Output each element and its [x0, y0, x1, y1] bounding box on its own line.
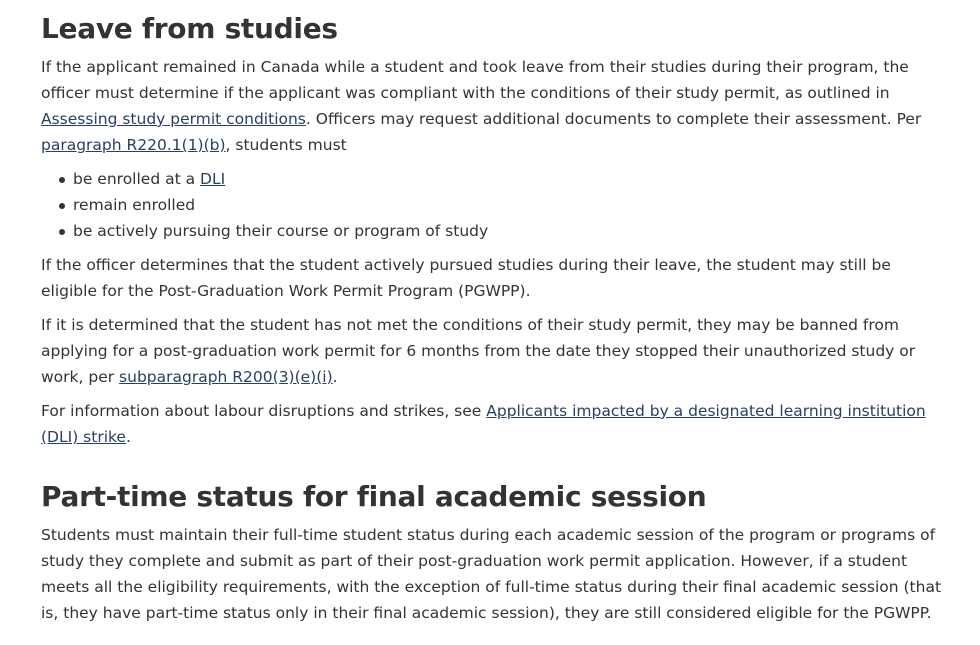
text: . — [332, 368, 338, 386]
text: . Officers may request additional documents to complete their assessment. Per — [305, 110, 922, 128]
subparagraph-r200-link[interactable]: subparagraph R200(3)(e)(i) — [119, 368, 333, 386]
paragraph-pgwpp-eligibility: If the officer determines that the student actively pursued studies during their leave, the student may still be eligible for the Post-Graduation Work Permit Program (PGWPP). — [41, 256, 891, 300]
text: . — [125, 428, 131, 446]
text: If it is determined that the student has not met the conditions of their study permit, they may be banned from applying for a post-graduation work permit for 6 months from the date they stopped their unauthorized study or work, per — [41, 316, 916, 386]
assessing-study-permit-link[interactable]: Assessing study permit conditions — [41, 110, 306, 128]
paragraph-ban — [41, 312, 946, 390]
list-item: be actively pursuing their course or program of study — [73, 218, 946, 244]
list-item: remain enrolled — [73, 192, 946, 218]
paragraph-strikes — [41, 398, 946, 450]
dli-strike-link[interactable]: Applicants impacted by a designated learning institution (DLI) strike — [41, 402, 926, 446]
dli-link[interactable]: DLI — [200, 170, 226, 188]
paragraph-part-time: Students must maintain their full-time student status during each academic session of the program or programs of study they complete and submit as part of their post-graduation work permit application. However, if a student meets all the eligibility requirements, with the exception of full-time status during their final academic session (that is, they have part-time status only in their final academic session), they are still considered eligible for the PGWPP. — [41, 526, 942, 622]
paragraph-leave-intro — [41, 54, 946, 158]
text: If the applicant remained in Canada while a student and took leave from their studies during their program, the officer must determine if the applicant was compliant with the conditions of their study permit, as outlined in — [41, 58, 909, 102]
section-heading-part-time: Part-time status for final academic session — [41, 480, 707, 513]
text: For information about labour disruptions and strikes, see — [41, 402, 487, 420]
text: , students must — [225, 136, 347, 154]
list-item — [73, 166, 946, 192]
text: be enrolled at a — [73, 170, 201, 188]
section-heading-leave: Leave from studies — [41, 12, 338, 45]
requirements-list — [41, 166, 946, 244]
paragraph-r220-link[interactable]: paragraph R220.1(1)(b) — [41, 136, 226, 154]
main-content — [41, 8, 946, 634]
